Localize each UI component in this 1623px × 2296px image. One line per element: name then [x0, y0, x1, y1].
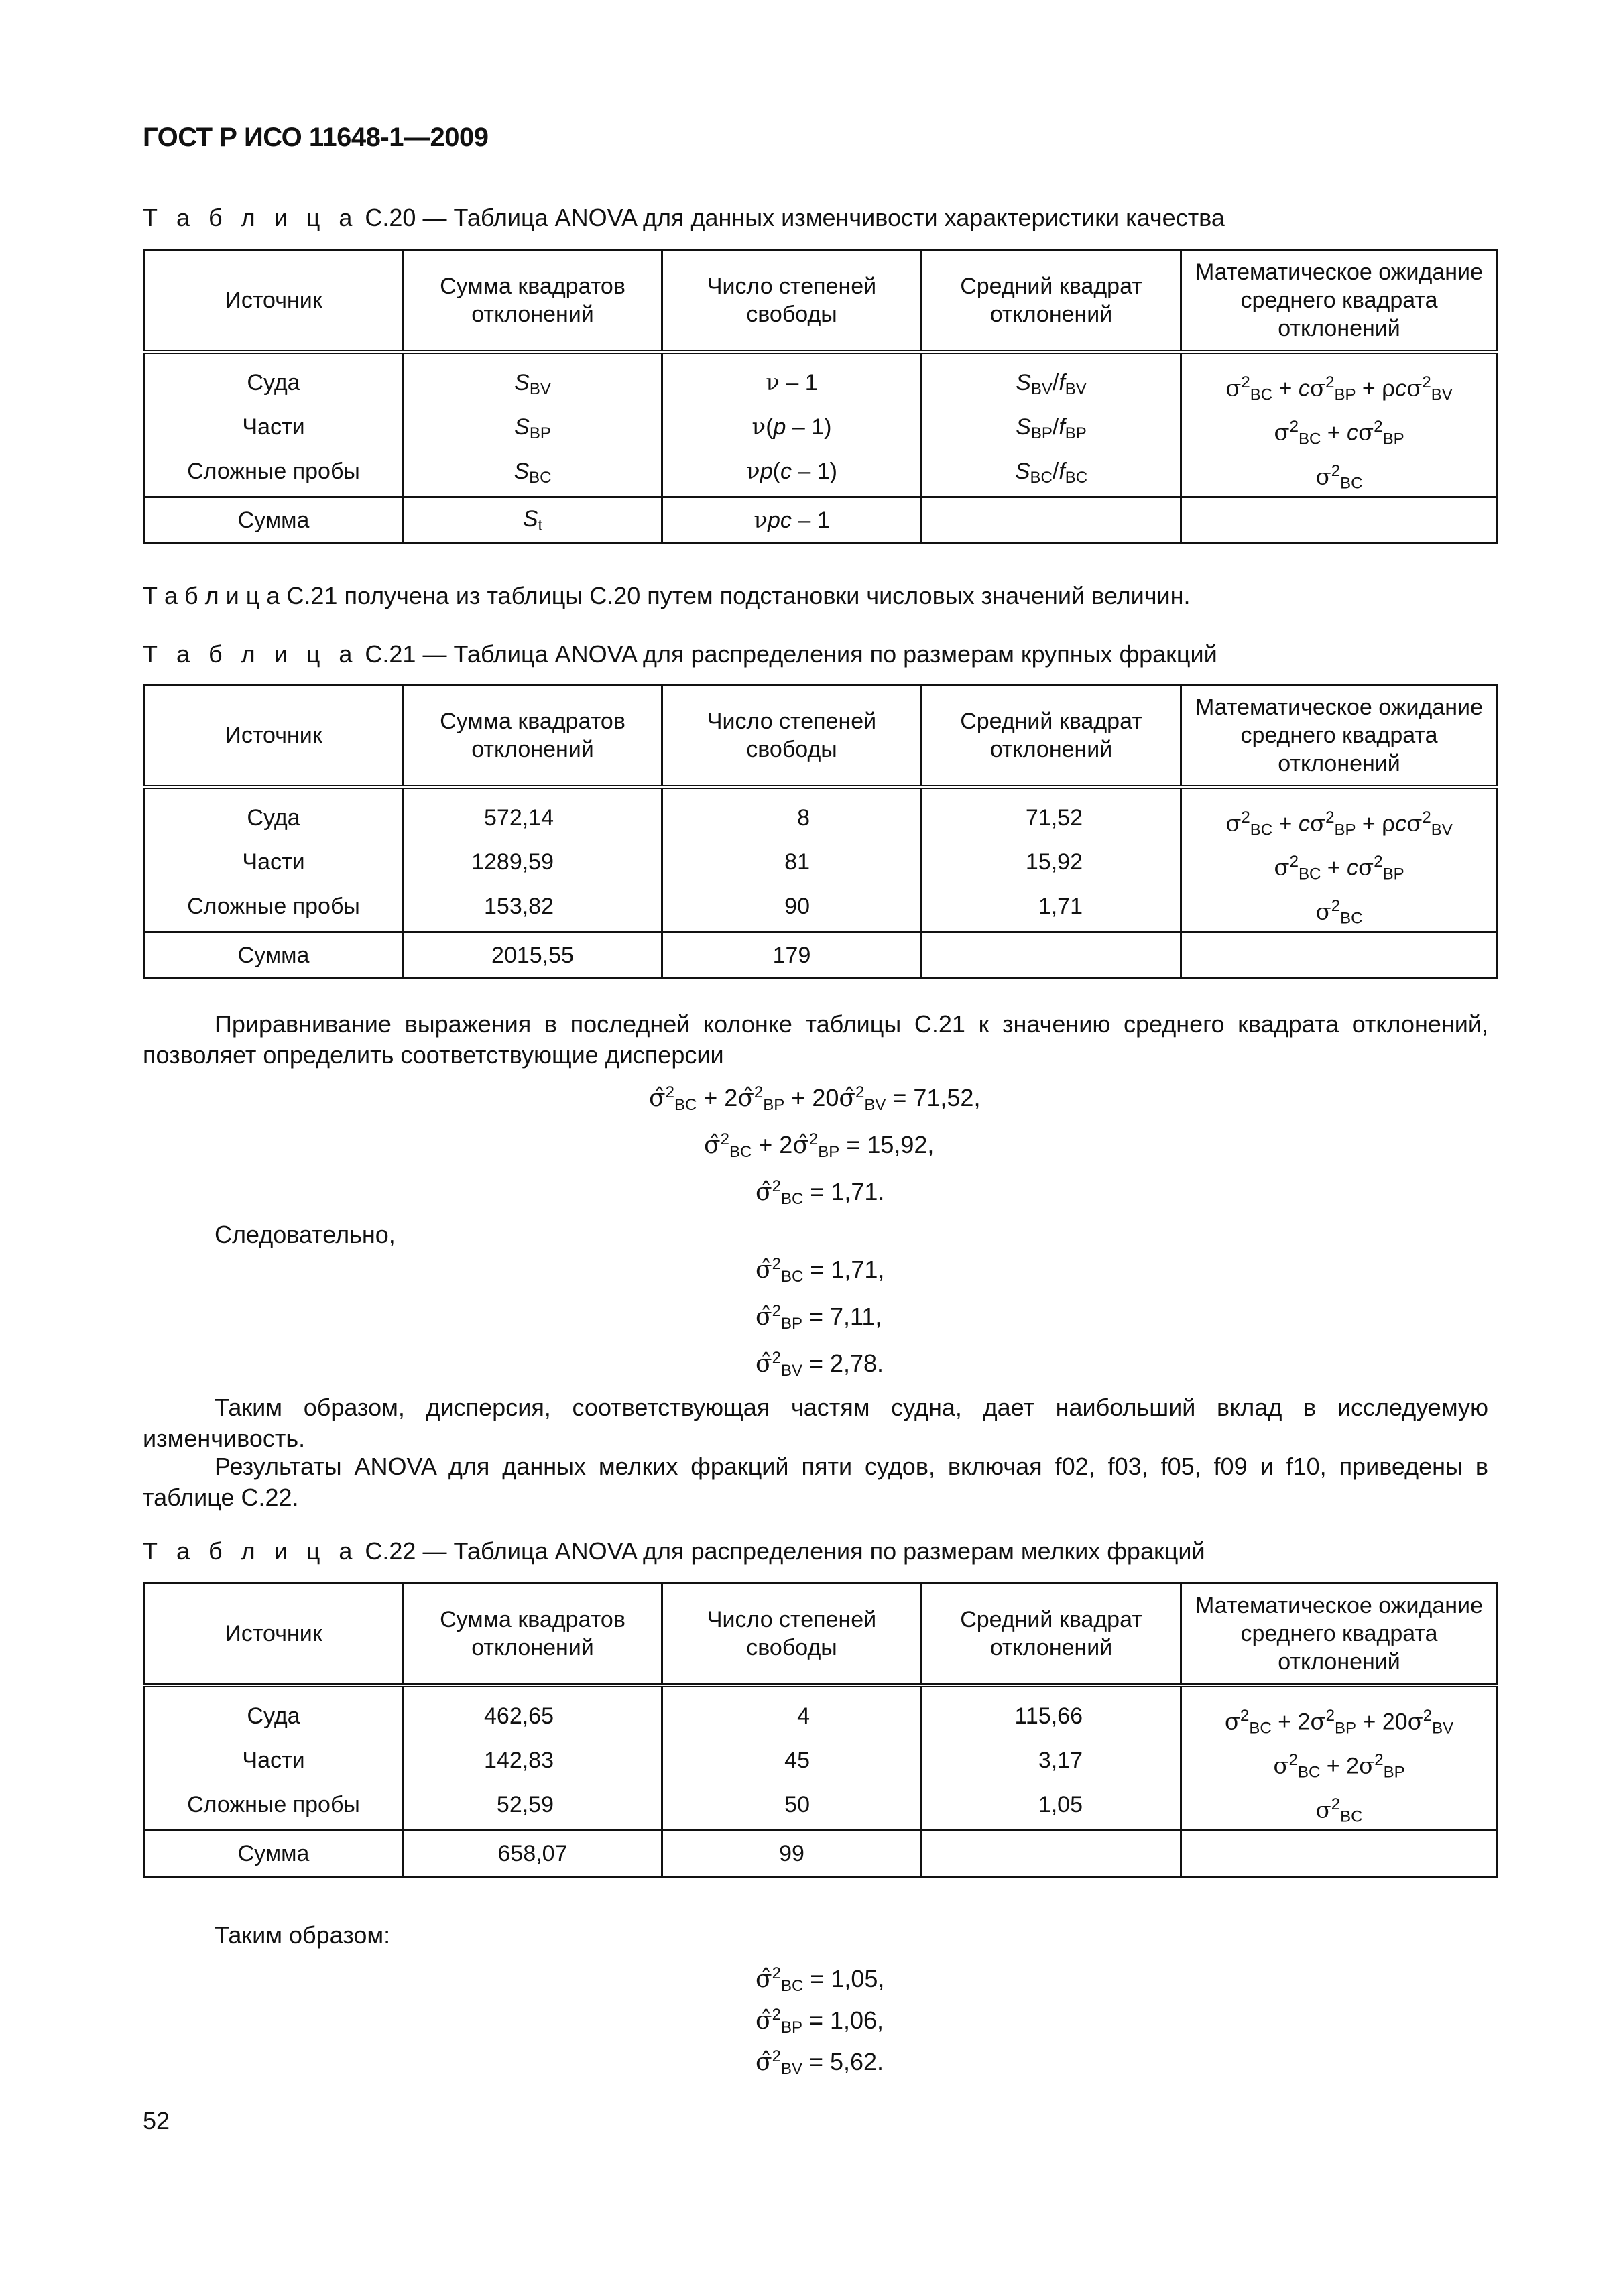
table-row [144, 352, 1498, 497]
page-number: 52 [143, 2107, 170, 2134]
ms-formula-cell: $S_{BV}/f_{BV}$ $S_{BP}/f_{BP}$ $S_{BC}/f_{BC}$ [922, 352, 1181, 497]
table21-caption: Т а б л и ц а С.21 — Таблица ANOVA для распределения по размерам крупных фракций [143, 640, 1217, 668]
ms-cell: 71,52 15,92 1,71 [922, 787, 1181, 932]
table-c22 [143, 1582, 1498, 1878]
col-header-ss: Сумма квадратов отклонений [404, 250, 662, 353]
equation-5: σ̂$^2_{BP}$ = 7,11, [756, 1302, 882, 1333]
text-thus: Таким образом: [215, 1921, 391, 1949]
ss-cell: 462,65 142,83 52,59 [404, 1685, 662, 1831]
table22-caption: Т а б л и ц а С.22 — Таблица ANOVA для распределения по размерам мелких фракций [143, 1537, 1205, 1565]
text-consequently: Следовательно, [215, 1221, 396, 1248]
table-row-sum: Сумма 658,07 99 [144, 1831, 1498, 1877]
table-row [144, 787, 1498, 932]
col-header-df: Число степеней свободы [662, 685, 922, 788]
col-header-ms: Средний квадрат отклонений [922, 1583, 1181, 1686]
col-header-df: Число степеней свободы [662, 250, 922, 353]
equation-9: σ̂$^2_{BV}$ = 5,62. [756, 2047, 884, 2078]
ems-formula-cell: $\sigma^2_{BC} + c\sigma^2_{BP} + \rho c\sigma^2_{BV}$ $\sigma^2_{BC} + c\sigma^2_{BP}$ $\sigma^2_{BC}$ [1181, 787, 1498, 932]
equation-4: σ̂$^2_{BC}$ = 1,71, [756, 1255, 885, 1286]
df-cell: 8 81 90 [662, 787, 922, 932]
source-cell: Суда Части Сложные пробы [144, 1685, 404, 1831]
col-header-ss: Сумма квадратов отклонений [404, 685, 662, 788]
col-header-ms: Средний квадрат отклонений [922, 685, 1181, 788]
document-header: ГОСТ Р ИСО 11648-1—2009 [143, 123, 489, 152]
paragraph-equating: Приравнивание выражения в последней колонке таблицы С.21 к значению среднего квадрата отклонений, позволяет определить соответствующие дисперсии [143, 1010, 1488, 1069]
table-c20 [143, 249, 1498, 544]
equation-7: σ̂$^2_{BC}$ = 1,05, [756, 1964, 885, 1995]
ems-formula-cell: $\sigma^2_{BC} + 2\sigma^2_{BP} + 20\sigma^2_{BV}$ $\sigma^2_{BC} + 2\sigma^2_{BP}$ $\sigma^2_{BC}$ [1181, 1685, 1498, 1831]
col-header-ss: Сумма квадратов отклонений [404, 1583, 662, 1686]
source-cell: Суда Части Сложные пробы [144, 787, 404, 932]
table-row-sum: Сумма $S_t$ νpc – 1 [144, 497, 1498, 544]
ss-cell: 572,14 1289,59 153,82 [404, 787, 662, 932]
col-header-source: Источник [144, 250, 404, 353]
equation-6: σ̂$^2_{BV}$ = 2,78. [756, 1349, 884, 1380]
df-cell: 4 45 50 [662, 1685, 922, 1831]
note-table21: Т а б л и ц а С.21 получена из таблицы С.20 путем подстановки числовых значений величин. [143, 582, 1191, 609]
equation-1: σ̂$^2_{BC}$ + 2σ̂$^2_{BP}$ + 20σ̂$^2_{BV}$ = 71,52, [649, 1083, 981, 1114]
col-header-source: Источник [144, 1583, 404, 1686]
ems-formula-cell: $\sigma^2_{BC} + c\sigma^2_{BP} + \rho c\sigma^2_{BV}$ $\sigma^2_{BC} + c\sigma^2_{BP}$ $\sigma^2_{BC}$ [1181, 352, 1498, 497]
col-header-ms: Средний квадрат отклонений [922, 250, 1181, 353]
ms-cell: 115,66 3,17 1,05 [922, 1685, 1181, 1831]
col-header-ems: Математическое ожидание среднего квадрата отклонений [1181, 1583, 1498, 1686]
ss-formula-cell: $S_{BV}$ $S_{BP}$ $S_{BC}$ [404, 352, 662, 497]
equation-3: σ̂$^2_{BC}$ = 1,71. [756, 1177, 885, 1208]
col-header-ems: Математическое ожидание среднего квадрата отклонений [1181, 685, 1498, 788]
equation-8: σ̂$^2_{BP}$ = 1,06, [756, 2006, 884, 2037]
table-row [144, 1685, 1498, 1831]
df-formula-cell: ν – 1 ν(p – 1) νp(c – 1) [662, 352, 922, 497]
col-header-ems: Математическое ожидание среднего квадрата отклонений [1181, 250, 1498, 353]
table-c21 [143, 684, 1498, 979]
source-cell: Суда Части Сложные пробы [144, 352, 404, 497]
col-header-source: Источник [144, 685, 404, 788]
equation-2: σ̂$^2_{BC}$ + 2σ̂$^2_{BP}$ = 15,92, [704, 1130, 935, 1161]
paragraph-conclusion: Таким образом, дисперсия, соответствующая частям судна, дает наибольший вклад в исследуемую изменчивость. [143, 1394, 1488, 1452]
paragraph-fine-fractions: Результаты ANOVA для данных мелких фракций пяти судов, включая f02, f03, f05, f09 и f10, приведены в таблице С.22. [143, 1453, 1488, 1511]
table20-caption: Т а б л и ц а С.20 — Таблица ANOVA для данных изменчивости характеристики качества [143, 204, 1225, 231]
table-row-sum: Сумма 2015,55 179 [144, 932, 1498, 979]
col-header-df: Число степеней свободы [662, 1583, 922, 1686]
